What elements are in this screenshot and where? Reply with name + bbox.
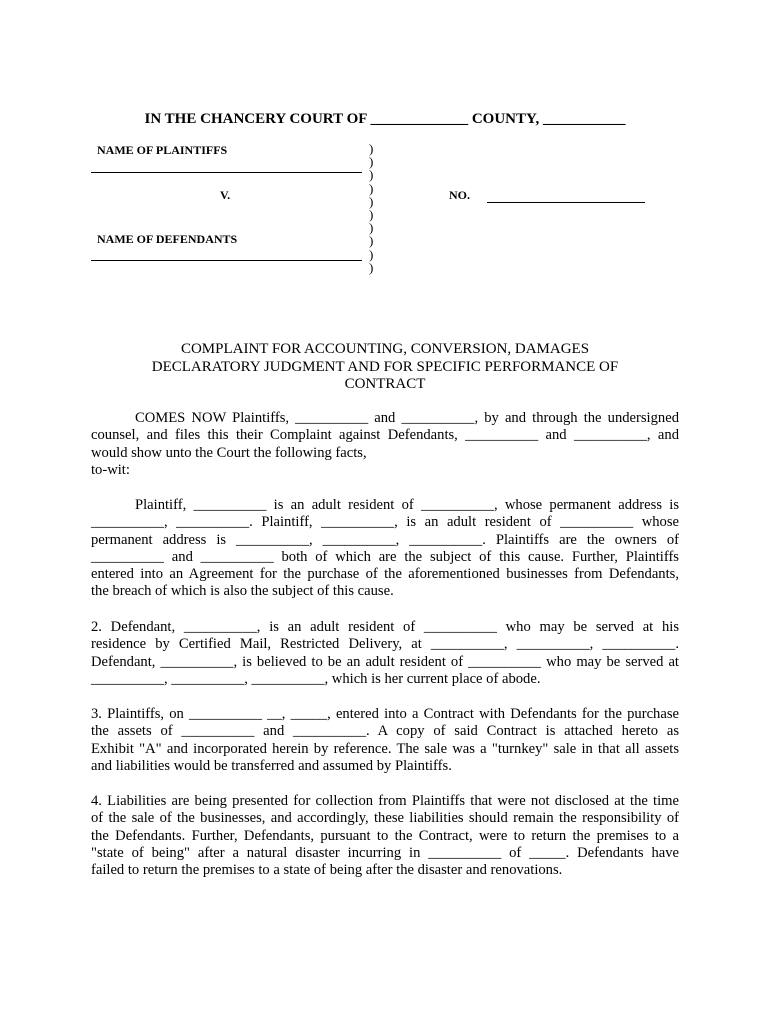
intro-line: would show unto the Court the following facts, (91, 444, 367, 461)
paragraph-line: Plaintiff, __________ is an adult resident of __________, whose permanent address is (135, 497, 679, 513)
heading-line-2: DECLARATORY JUDGMENT AND FOR SPECIFIC PERFORMANCE OF (151, 358, 619, 375)
intro-paragraph (91, 410, 679, 479)
paragraph-line: permanent address is __________, __________, __________. Plaintiffs are the owners of (91, 531, 679, 548)
complaint-heading (0, 341, 770, 394)
intro-line: COMES NOW Plaintiffs, __________ and __________, by and through the undersigned (135, 410, 679, 426)
paragraph-4 (91, 793, 679, 879)
paragraph-line: the breach of which is also the subject of this cause. (91, 583, 394, 600)
paragraph-line: and liabilities would be transferred and assumed by Plaintiffs. (91, 757, 452, 774)
plaintiffs-label: NAME OF PLAINTIFFS (97, 143, 228, 157)
paragraph-2 (91, 619, 679, 688)
intro-line: to-wit: (91, 461, 130, 478)
paragraph-line: the assets of __________ and __________. A copy of said Contract is attached hereto as (91, 723, 679, 740)
paragraph-line: __________, __________, __________, which is her current place of abode. (91, 670, 541, 687)
paragraph-1 (91, 497, 679, 601)
defendants-name-line (91, 260, 362, 261)
paragraph-line: failed to return the premises to a state of being after the disaster and renovations. (91, 862, 563, 879)
paragraph-line: of the sale of the businesses, and accordingly, these liabilities should remain the responsibility of (91, 810, 679, 827)
paragraph-line: the Defendants. Further, Defendants, pursuant to the Contract, were to return the premises to a (91, 827, 679, 844)
court-title: IN THE CHANCERY COURT OF _____________ COUNTY, ___________ (144, 111, 626, 127)
plaintiffs-name-line (91, 172, 362, 173)
paragraph-3 (91, 706, 679, 775)
paragraph-line: Exhibit "A" and incorporated herein by reference. The sale was a "turnkey" sale in that all assets (91, 740, 679, 757)
paragraph-line: __________ and __________ both of which are the subject of this cause. Further, Plaintiffs (91, 548, 679, 565)
paragraph-line: 4. Liabilities are being presented for collection from Plaintiffs that were not disclosed at the time (91, 793, 679, 809)
case-number-label: NO. (449, 188, 470, 202)
paragraph-line: "state of being" after a natural disaster incurring in __________ of _____. Defendants have (91, 844, 679, 861)
heading-line-1: COMPLAINT FOR ACCOUNTING, CONVERSION, DAMAGES (180, 341, 590, 357)
paragraph-line: residence by Certified Mail, Restricted Delivery, at __________, __________, __________. (91, 636, 679, 653)
heading-line-3: CONTRACT (344, 376, 426, 392)
versus-label: V. (220, 188, 231, 202)
defendants-label: NAME OF DEFENDANTS (97, 232, 238, 246)
paragraph-line: Defendant, __________, is believed to be an adult resident of __________ who may be served at (91, 653, 679, 670)
paragraph-line: 3. Plaintiffs, on __________ __, _____, entered into a Contract with Defendants for the purchase (91, 706, 679, 722)
paragraph-line: 2. Defendant, __________, is an adult resident of __________ who may be served at his (91, 619, 679, 635)
paragraph-line: __________, __________. Plaintiff, __________, is an adult resident of __________ whose (91, 514, 679, 531)
case-number-line (487, 202, 645, 203)
intro-line: counsel, and files this their Complaint against Defendants, __________ and __________, and (91, 427, 679, 444)
paragraph-line: entered into an Agreement for the purchase of the aforementioned businesses from Defendants, (91, 566, 679, 583)
caption-divider-parens: ) ) ) ) ) ) ) ) ) ) (369, 141, 374, 275)
